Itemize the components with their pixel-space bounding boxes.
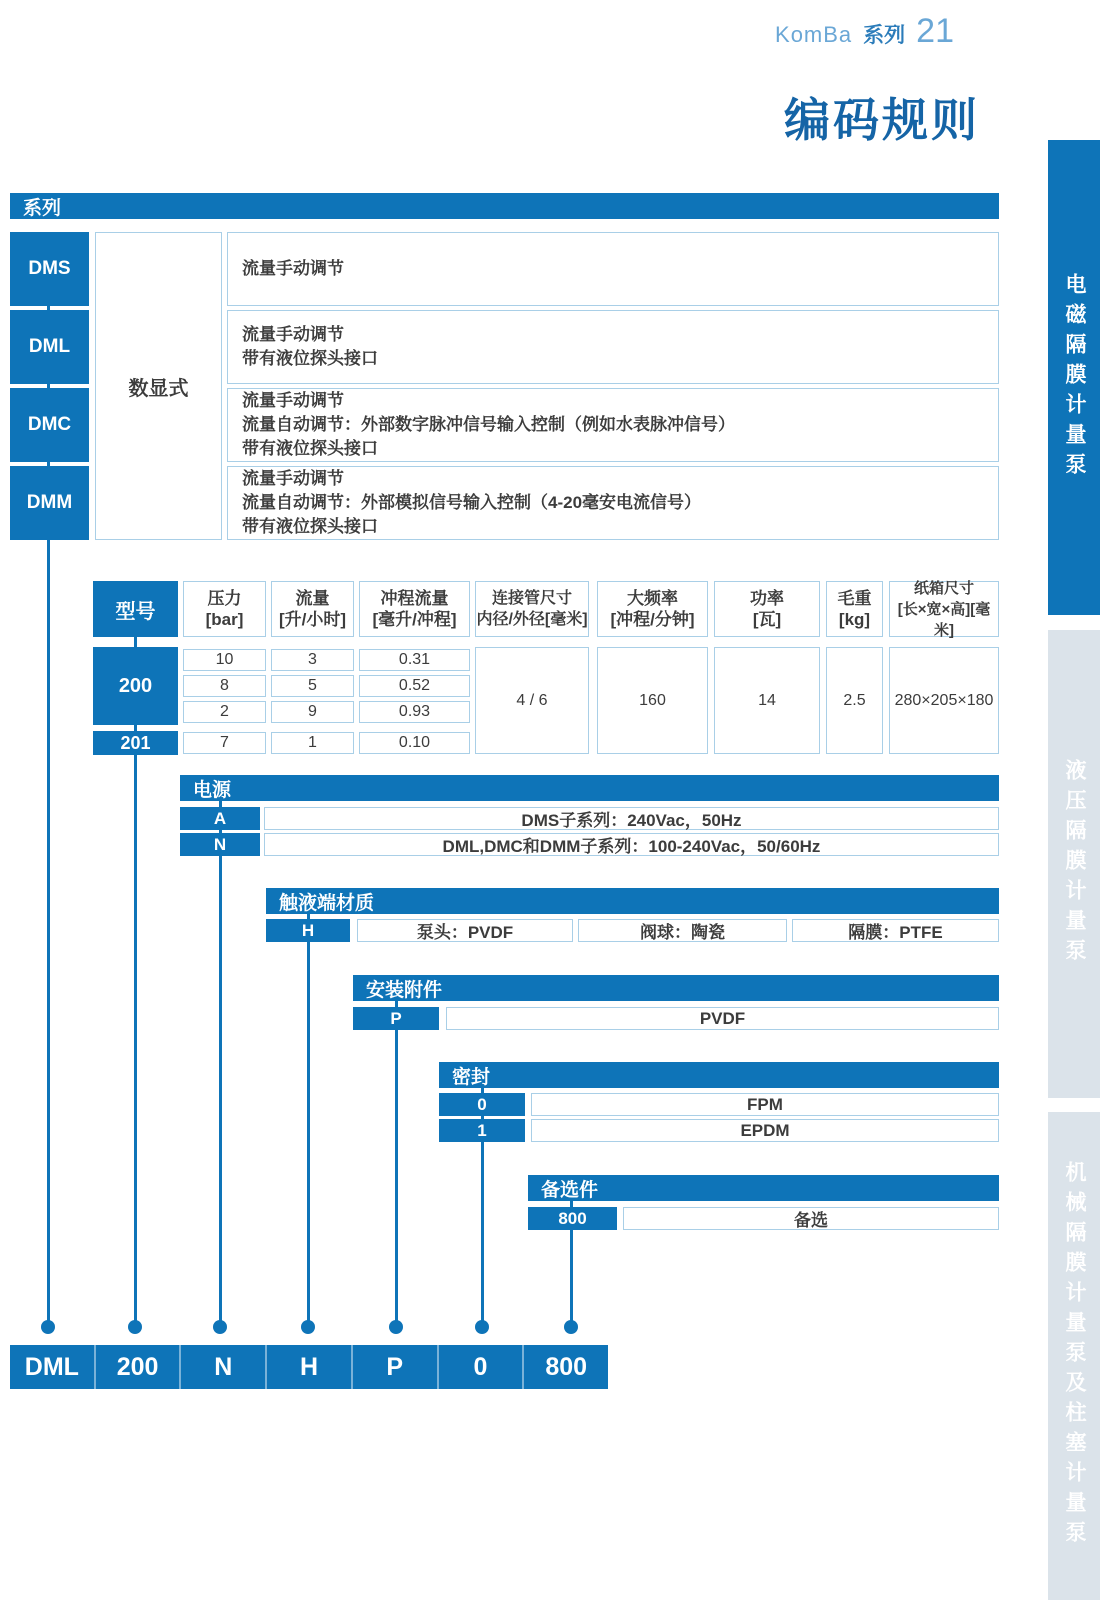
desc-line: 带有液位探头接口: [242, 349, 378, 368]
connector-dot-power: [213, 1320, 227, 1334]
series-desc-dmc: [227, 388, 999, 462]
table-cell-gross-weight: 2.5: [826, 647, 883, 754]
power-code-n: N: [180, 833, 260, 856]
wetted-section-header: [266, 888, 999, 914]
desc-line: 流量手动调节: [242, 469, 344, 488]
desc-line: 流量自动调节：外部数字脉冲信号输入控制（例如水表脉冲信号）: [242, 415, 735, 434]
seal-code-1: 1: [439, 1119, 525, 1142]
page-number: 21: [916, 12, 954, 50]
sidebar-tab-solenoid-diaphragm-pumps: [1048, 140, 1100, 615]
optional-section-title: 备选件: [541, 1179, 599, 1201]
series-code-dmm: DMM: [10, 466, 89, 540]
col-title: 功率: [750, 589, 784, 608]
desc-line: 流量自动调节：外部模拟信号输入控制（4-20毫安电流信号）: [242, 493, 702, 512]
table-cell-stroke-volume: 0.93: [359, 701, 470, 723]
wetted-part-pump-head: 泵头：PVDF: [357, 919, 573, 942]
optional-desc: 备选: [623, 1207, 999, 1230]
brand-name: KomBa: [775, 22, 853, 47]
series-display-type: 数显式: [95, 232, 222, 540]
power-section-title: 电源: [193, 779, 232, 801]
seal-code-0: 0: [439, 1093, 525, 1116]
table-cell-pressure: 10: [183, 649, 266, 671]
wetted-part-diaphragm: 隔膜：PTFE: [792, 919, 999, 942]
col-title: 毛重: [837, 589, 872, 608]
table-cell-max-frequency: 160: [597, 647, 708, 754]
col-title: 大频率: [627, 589, 678, 608]
page-header: [775, 12, 954, 51]
desc-line: 带有液位探头接口: [242, 439, 378, 458]
sidebar-tab-label: 电磁隔膜计量泵: [1063, 272, 1086, 483]
brand-series-word: 系列: [863, 24, 906, 47]
table-cell-stroke-volume: 0.31: [359, 649, 470, 671]
code-segment-model: 200: [96, 1345, 182, 1389]
power-desc-n: DML,DMC和DMM子系列：100-240Vac，50/60Hz: [264, 833, 999, 856]
seal-section-title: 密封: [452, 1066, 491, 1088]
sidebar-tab-label: 机械隔膜计量泵及柱塞计量泵: [1063, 1161, 1086, 1551]
series-section-header: [10, 193, 999, 219]
series-desc-dmm: [227, 466, 999, 540]
code-segment-optional: 800: [545, 1352, 588, 1381]
connector-dot-mounting: [389, 1320, 403, 1334]
col-unit: 内径/外径[毫米]: [476, 611, 588, 628]
wetted-code-h: H: [266, 919, 350, 942]
table-model-header: 型号: [93, 581, 178, 637]
table-cell-flow: 3: [271, 649, 354, 671]
series-code-dmc: DMC: [10, 388, 89, 462]
table-cell-stroke-volume: 0.10: [359, 732, 470, 754]
col-unit: [冲程/分钟]: [610, 610, 695, 629]
wetted-section-title: 触液端材质: [279, 892, 375, 914]
seal-section-header: [439, 1062, 999, 1088]
table-col-pressure: [183, 581, 266, 637]
table-col-gross-weight: [826, 581, 883, 637]
code-segment-wetted: H: [267, 1345, 353, 1389]
col-unit: [瓦]: [752, 610, 782, 629]
order-code-bar: [10, 1345, 608, 1389]
connector-dot-series: [41, 1320, 55, 1334]
connector-dot-wetted: [301, 1320, 315, 1334]
table-model-201: 201: [93, 731, 178, 755]
table-cell-flow: 9: [271, 701, 354, 723]
col-title: 流量: [295, 589, 330, 608]
mounting-section-header: [353, 975, 999, 1001]
table-cell-pressure: 2: [183, 701, 266, 723]
connector-line-power: [219, 788, 222, 1322]
page-title: 编码规则: [784, 94, 980, 146]
code-segment-power: N: [181, 1345, 267, 1389]
col-unit: [长×宽×高][毫米]: [897, 600, 991, 639]
table-col-flow: [271, 581, 354, 637]
series-code-dms: DMS: [10, 232, 89, 306]
desc-line: 流量手动调节: [242, 325, 344, 344]
table-col-power: [714, 581, 820, 637]
series-desc-dms: [227, 232, 999, 306]
connector-dot-seal: [475, 1320, 489, 1334]
table-col-stroke-volume: [359, 581, 470, 637]
desc-line: 带有液位探头接口: [242, 517, 378, 536]
col-unit: [bar]: [205, 610, 244, 629]
sidebar-tab-mechanical-diaphragm-plunger-pumps: [1048, 1112, 1100, 1600]
seal-desc-fpm: FPM: [531, 1093, 999, 1116]
table-cell-flow: 5: [271, 675, 354, 697]
table-cell-pressure: 8: [183, 675, 266, 697]
code-segment-mounting: P: [353, 1345, 439, 1389]
table-col-carton-size: [889, 581, 999, 637]
code-segment-seal: 0: [439, 1345, 525, 1389]
col-unit: [kg]: [838, 610, 871, 629]
table-cell-pipe-size: 4 / 6: [475, 647, 589, 754]
series-desc-dml: [227, 310, 999, 384]
col-unit: [升/小时]: [278, 610, 347, 629]
table-cell-power: 14: [714, 647, 820, 754]
mounting-section-title: 安装附件: [366, 979, 443, 1001]
power-code-a: A: [180, 807, 260, 830]
col-title: 压力: [207, 589, 242, 608]
code-segment-series: DML: [10, 1345, 96, 1389]
table-cell-pressure: 7: [183, 732, 266, 754]
table-cell-stroke-volume: 0.52: [359, 675, 470, 697]
desc-line: 流量手动调节: [242, 391, 344, 410]
col-title: 纸箱尺寸: [913, 579, 974, 597]
table-col-pipe-size: [475, 581, 589, 637]
desc-line: 流量手动调节: [242, 259, 344, 278]
series-section-title: 系列: [23, 197, 62, 219]
table-cell-carton-size: 280×205×180: [889, 647, 999, 754]
mounting-code-p: P: [353, 1007, 439, 1030]
table-col-max-frequency: [597, 581, 708, 637]
table-cell-flow: 1: [271, 732, 354, 754]
connector-line-mounting: [395, 988, 398, 1322]
col-title: 冲程流量: [380, 589, 449, 608]
connector-dot-model: [128, 1320, 142, 1334]
wetted-part-valve-ball: 阀球：陶瓷: [578, 919, 787, 942]
sidebar-tab-hydraulic-diaphragm-pumps: [1048, 630, 1100, 1098]
seal-desc-epdm: EPDM: [531, 1119, 999, 1142]
col-unit: [毫升/冲程]: [372, 610, 457, 629]
power-section-header: [180, 775, 999, 801]
connector-line-wetted: [307, 900, 310, 1322]
col-title: 连接管尺寸: [491, 590, 572, 607]
mounting-desc: PVDF: [446, 1007, 999, 1030]
sidebar-tab-label: 液压隔膜计量泵: [1063, 759, 1086, 969]
power-desc-a: DMS子系列：240Vac，50Hz: [264, 807, 999, 830]
connector-dot-optional: [564, 1320, 578, 1334]
series-code-dml: DML: [10, 310, 89, 384]
table-model-200: 200: [93, 647, 178, 725]
optional-code-800: 800: [528, 1207, 617, 1230]
optional-section-header: [528, 1175, 999, 1201]
